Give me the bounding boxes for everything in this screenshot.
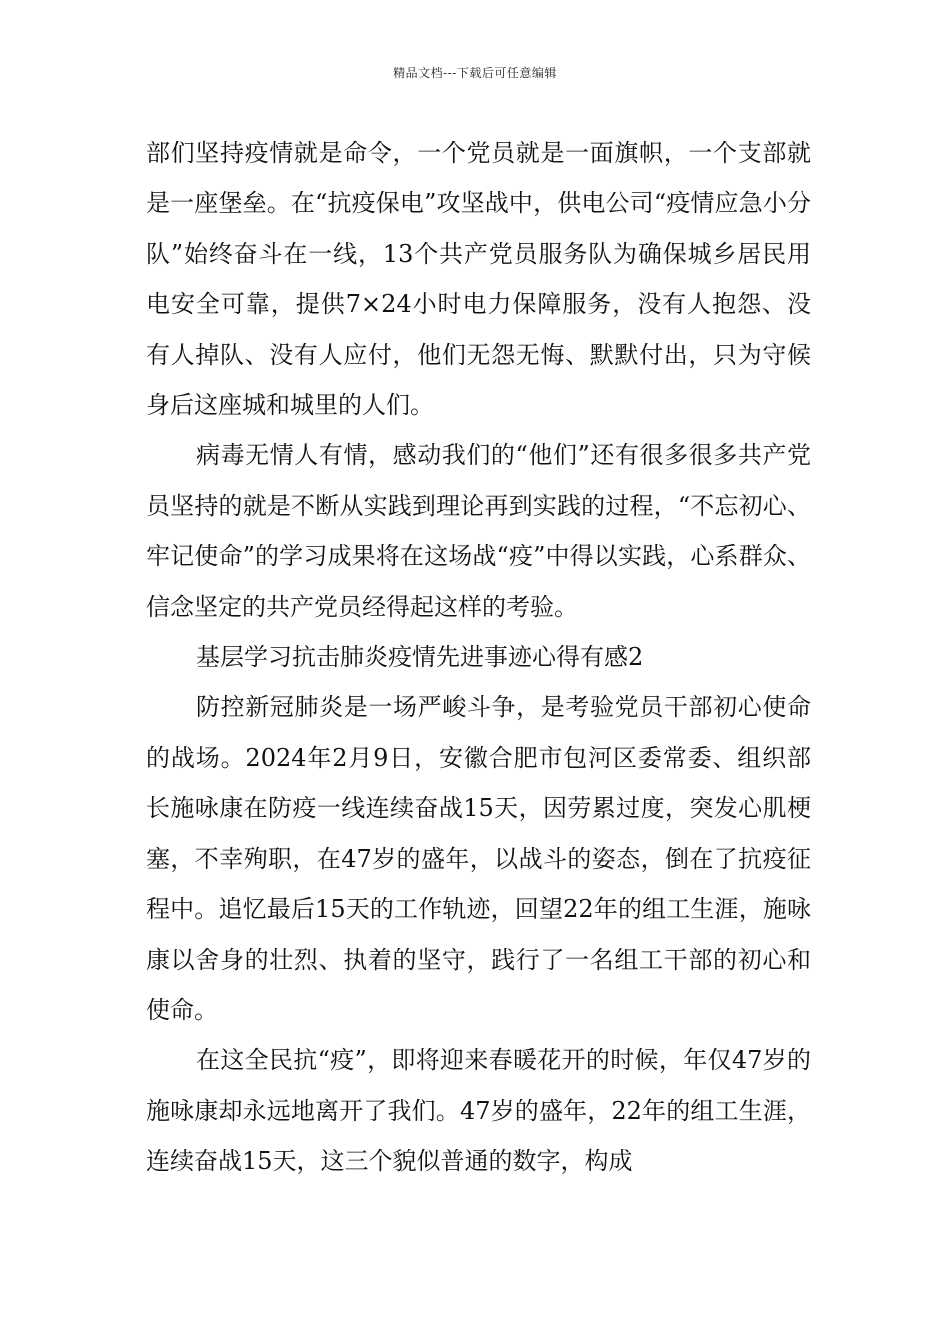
paragraph: 在这全民抗“疫”，即将迎来春暖花开的时候，年仅47岁的施咏康却永远地离开了我们。47岁的盛年，22年的组工生涯，连续奋战15天，这三个貌似普通的数字，构成 xyxy=(146,1046,811,1176)
paragraph: 病毒无情人有情，感动我们的“他们”还有很多很多共产党员坚持的就是不断从实践到理论再到实践的过程，“不忘初心、牢记使命”的学习成果将在这场战“疫”中得以实践，心系群众、信念坚定的共产党员经得起这样的考验。 xyxy=(146,441,811,621)
document-body xyxy=(146,128,811,1187)
paragraph-continuation: 部们坚持疫情就是命令，一个党员就是一面旗帜，一个支部就是一座堡垒。在“抗疫保电”攻坚战中，供电公司“疫情应急小分队”始终奋斗在一线，13个共产党员服务队为确保城乡居民用电安全可靠，提供7×24小时电力保障服务，没有人抱怨、没有人掉队、没有人应付，他们无怨无悔、默默付出，只为守候身后这座城和城里的人们。 xyxy=(146,139,811,420)
page-header: 精品文档---下载后可任意编辑 xyxy=(393,66,557,80)
section-heading: 基层学习抗击肺炎疫情先进事迹心得有感2 xyxy=(196,643,644,672)
paragraph: 防控新冠肺炎是一场严峻斗争，是考验党员干部初心使命的战场。2024年2月9日，安徽合肥市包河区委常委、组织部长施咏康在防疫一线连续奋战15天，因劳累过度，突发心肌梗塞，不幸殉职，在47岁的盛年，以战斗的姿态，倒在了抗疫征程中。追忆最后15天的工作轨迹，回望22年的组工生涯，施咏康以舍身的壮烈、执着的坚守，践行了一名组工干部的初心和使命。 xyxy=(146,693,811,1024)
